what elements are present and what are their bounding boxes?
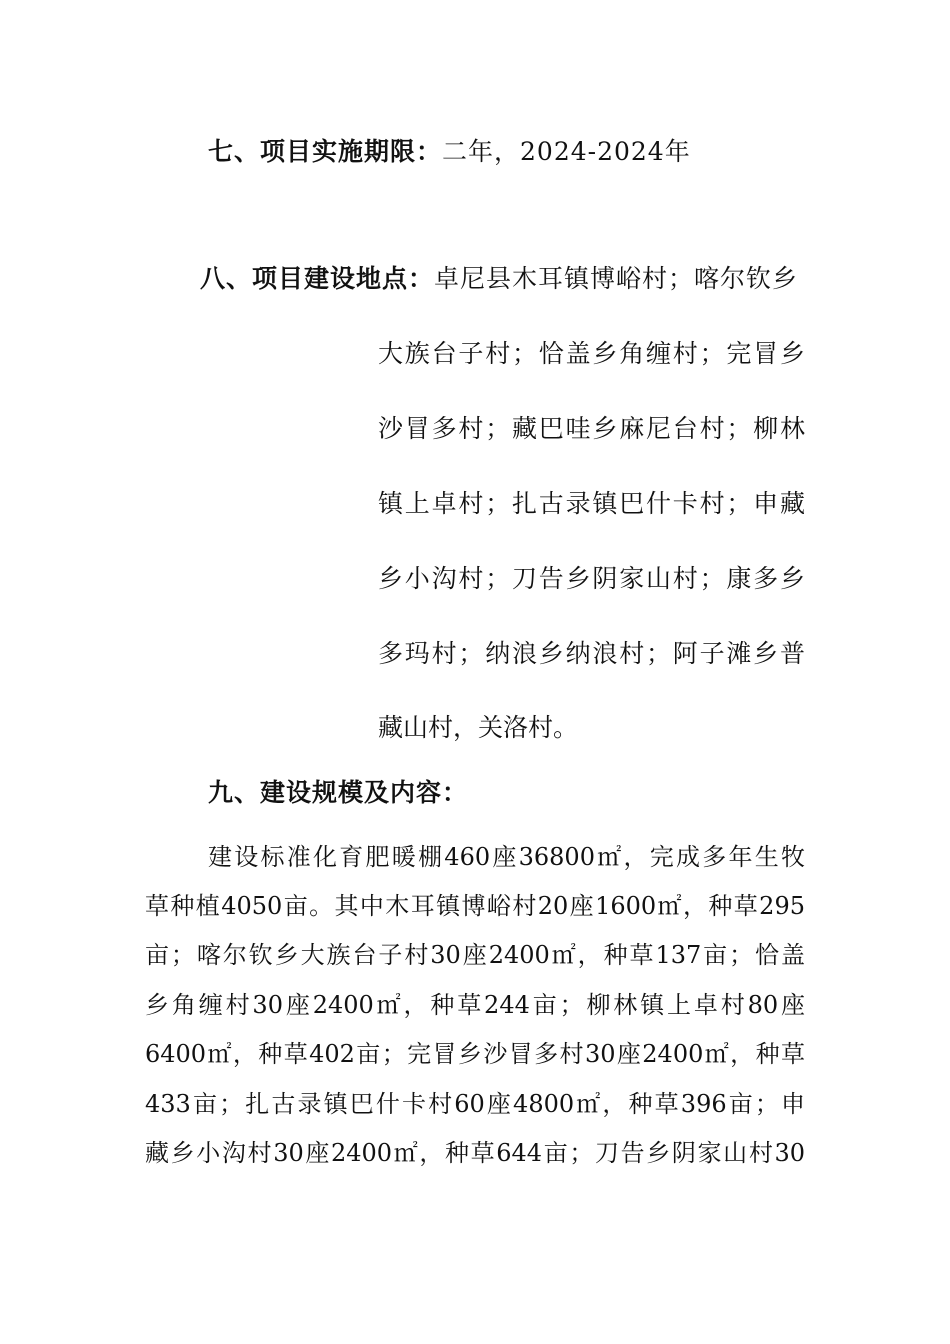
body-line: 藏乡小沟村30座2400㎡，种草644亩；刀告乡阴家山村30 bbox=[145, 1139, 805, 1167]
address-line: 多玛村；纳浪乡纳浪村；阿子滩乡普 bbox=[378, 639, 805, 668]
body-line: 建设标准化育肥暖棚460座36800㎡，完成多年生牧 bbox=[208, 843, 805, 871]
section-7 bbox=[208, 137, 691, 167]
address-line: 镇上卓村；扎古录镇巴什卡村；申藏 bbox=[378, 489, 805, 518]
section-7-value: 二年，2024-2024年 bbox=[442, 137, 691, 166]
address-line: 藏山村，关洛村。 bbox=[378, 713, 579, 742]
address-line: 乡小沟村；刀告乡阴家山村；康多乡 bbox=[378, 564, 805, 593]
address-line: 沙冒多村；藏巴哇乡麻尼台村；柳林 bbox=[378, 414, 805, 443]
section-8 bbox=[200, 264, 798, 294]
body-line: 433亩；扎古录镇巴什卡村60座4800㎡，种草396亩；申 bbox=[145, 1090, 805, 1118]
section-9-label: 九、建设规模及内容： bbox=[208, 778, 469, 807]
section-8-label: 八、项目建设地点： bbox=[200, 264, 435, 293]
body-line: 乡角缠村30座2400㎡，种草244亩；柳林镇上卓村80座 bbox=[145, 991, 805, 1019]
address-line: 大族台子村；恰盖乡角缠村；完冒乡 bbox=[378, 339, 805, 368]
section-8-first-line: 卓尼县木耳镇博峪村；喀尔钦乡 bbox=[434, 264, 799, 293]
body-line: 亩；喀尔钦乡大族台子村30座2400㎡，种草137亩；恰盖 bbox=[145, 941, 805, 969]
body-line: 6400㎡，种草402亩；完冒乡沙冒多村30座2400㎡，种草 bbox=[145, 1040, 805, 1068]
section-7-label: 七、项目实施期限： bbox=[208, 137, 443, 166]
body-line: 草种植4050亩。其中木耳镇博峪村20座1600㎡，种草295 bbox=[145, 892, 805, 920]
